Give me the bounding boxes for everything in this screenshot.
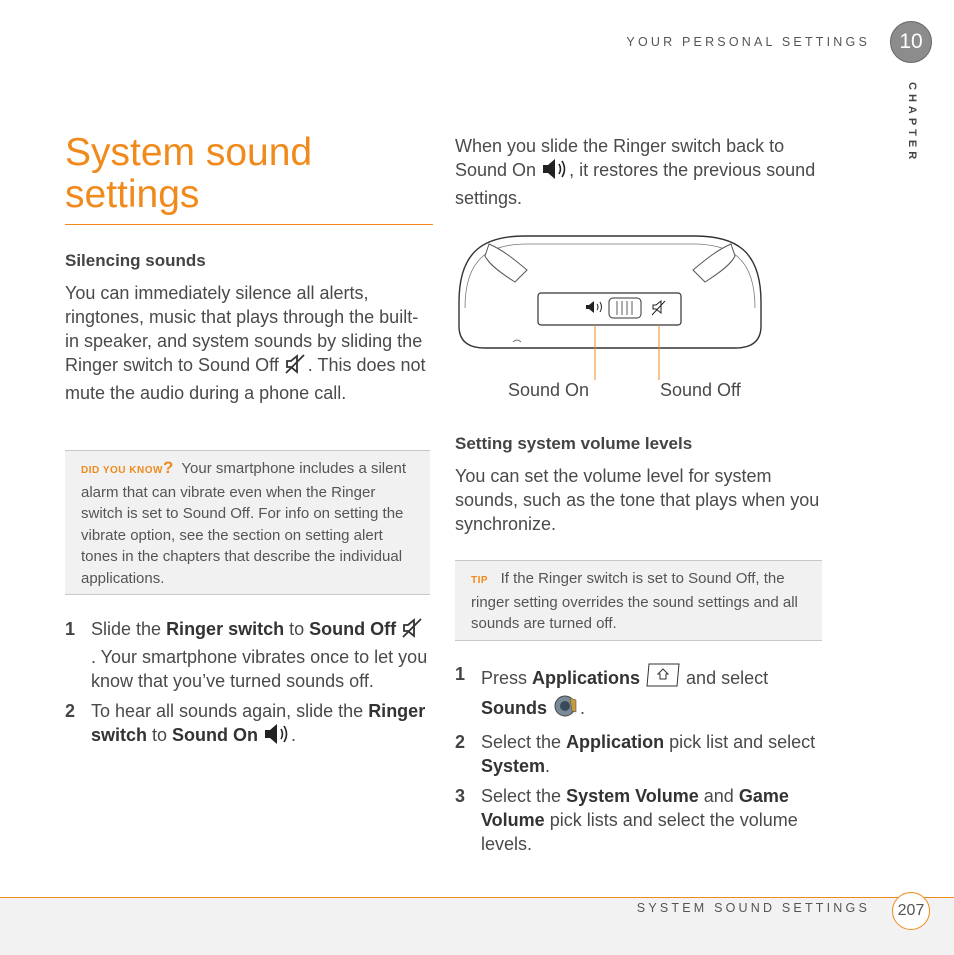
- step-number: 2: [65, 701, 76, 721]
- tip-content: [471, 568, 812, 635]
- step-text-part: to: [147, 725, 173, 745]
- volume-heading: Setting system volume levels: [455, 434, 693, 453]
- step-bold-ringer-switch: Ringer switch: [91, 701, 426, 745]
- step-bold-ringer-switch: Ringer switch: [166, 619, 285, 639]
- step-text-part: .: [580, 698, 586, 718]
- sound-on-label: Sound On: [508, 380, 590, 400]
- restore-text-1: When you slide the Ringer switch back to Sound On: [455, 136, 785, 180]
- step-text-part: Select the: [481, 786, 567, 806]
- step-number: 3: [455, 786, 466, 806]
- right-steps-list: [455, 662, 823, 856]
- step-text-part: pick list and select: [664, 732, 816, 752]
- list-item: [455, 730, 823, 778]
- step-text: [481, 730, 823, 778]
- sounds-app-icon: [552, 694, 580, 724]
- step-text-part: .: [545, 756, 551, 776]
- speaker-off-icon: [401, 617, 425, 645]
- step-bold-sound-off: Sound Off: [309, 619, 397, 639]
- silencing-paragraph: [65, 281, 427, 405]
- step-text-part: . Your smartphone vibrates once to let you know that you’ve turned sounds off.: [91, 647, 428, 691]
- speaker-on-icon: [541, 158, 569, 186]
- step-text: [481, 784, 823, 856]
- header-section-label: YOUR PERSONAL SETTINGS: [626, 35, 870, 49]
- page-title-line1: System sound: [65, 131, 313, 174]
- step-text-part: Press: [481, 668, 533, 688]
- step-text-part: Select the: [481, 732, 567, 752]
- did-you-know-text: Your smartphone includes a silent alarm that can vibrate even when the Ringer switch is set to Sound Off. For info on setting the vibrate option, see the section on setting alert tones in the chapters that describe the individual applications.: [81, 460, 406, 587]
- step-number: 1: [455, 664, 466, 684]
- step-bold-game-volume: Game Volume: [481, 786, 789, 830]
- silencing-heading: Silencing sounds: [65, 251, 206, 270]
- page-title-line2: settings: [65, 173, 200, 216]
- silencing-text-2: . This does not mute the audio during a phone call.: [65, 355, 426, 403]
- sound-off-label: Sound Off: [660, 380, 741, 400]
- chapter-number-badge: 10: [890, 21, 932, 63]
- chapter-vertical-label: CHAPTER: [906, 82, 918, 164]
- tip-box: [455, 560, 822, 641]
- step-text: [481, 662, 823, 724]
- left-steps-list: [65, 617, 430, 751]
- speaker-off-icon: [284, 353, 308, 381]
- list-item: [455, 662, 823, 724]
- tip-text: If the Ringer switch is set to Sound Off, the ringer setting overrides the sound settings and all sounds are turned off.: [471, 570, 798, 633]
- volume-paragraph: You can set the volume level for system sounds, such as the tone that plays when you synchronize.: [455, 466, 820, 534]
- applications-button-icon: [645, 662, 681, 694]
- silencing-text-1: You can immediately silence all alerts, ringtones, music that plays through the built-in speaker, and system sounds by sliding the Ringer switch to Sound Off: [65, 283, 423, 375]
- did-you-know-tag: DID YOU KNOW: [81, 465, 163, 476]
- step-text-part: Slide the: [91, 619, 167, 639]
- restore-paragraph: [455, 134, 823, 210]
- step-text-part: .: [291, 725, 297, 745]
- step-text-part: and: [698, 786, 739, 806]
- speaker-on-icon: [263, 723, 291, 751]
- step-text-part: to: [284, 619, 310, 639]
- step-number: 2: [455, 732, 466, 752]
- page-number-badge: 207: [892, 892, 930, 930]
- step-bold-system: System: [481, 756, 546, 776]
- step-text-part: To hear all sounds again, slide the: [91, 701, 369, 721]
- list-item: [455, 784, 823, 856]
- page-title: [65, 132, 433, 216]
- restore-text-2: , it restores the previous sound settings.: [455, 160, 816, 208]
- footer-section-label: SYSTEM SOUND SETTINGS: [636, 901, 870, 915]
- step-text: [91, 699, 430, 751]
- step-text: [91, 617, 430, 693]
- step-bold-sounds: Sounds: [481, 698, 547, 718]
- step-number: 1: [65, 619, 76, 639]
- step-text-part: and select: [681, 668, 769, 688]
- title-divider: [65, 224, 433, 225]
- step-bold-application: Application: [566, 732, 665, 752]
- did-you-know-box: [65, 450, 430, 595]
- list-item: [65, 699, 430, 751]
- did-you-know-content: [81, 457, 418, 590]
- step-bold-sound-on: Sound On: [172, 725, 259, 745]
- tip-tag: TIP: [471, 575, 489, 586]
- step-text-part: pick lists and select the volume levels.: [481, 810, 798, 854]
- step-bold-applications: Applications: [532, 668, 641, 688]
- step-bold-system-volume: System Volume: [566, 786, 699, 806]
- did-you-know-question-mark: ?: [162, 458, 174, 477]
- list-item: [65, 617, 430, 693]
